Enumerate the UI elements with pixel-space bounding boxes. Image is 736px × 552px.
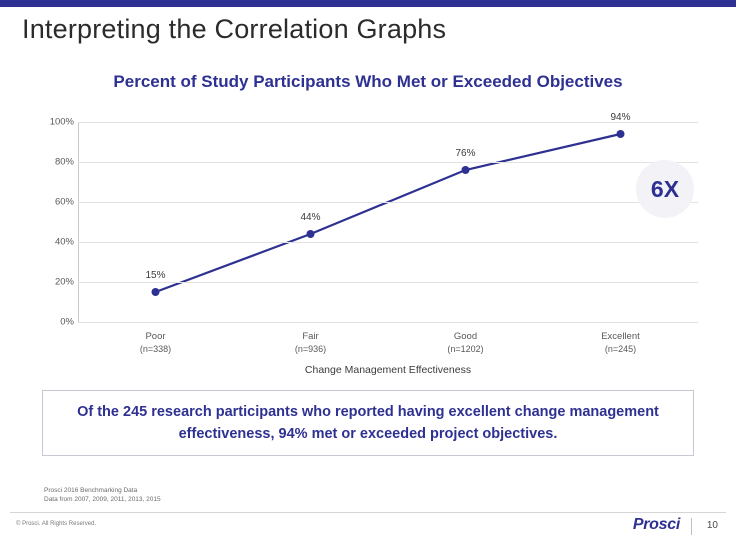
x-axis-title: Change Management Effectiveness [304,364,472,376]
source-note [44,486,161,504]
x-axis-tick-label [601,330,640,356]
page-number: 10 [706,520,718,531]
category-name: Fair [302,331,319,342]
top-accent-bar [0,0,736,7]
source-line-1: Prosci 2016 Benchmarking Data [44,487,138,494]
category-sample-size: (n=245) [604,344,637,354]
y-axis-ticks [18,116,74,328]
brand-logo: Prosci [632,516,680,533]
page-title: Interpreting the Correlation Graphs [22,14,447,44]
data-point-label: 15% [145,270,166,281]
x-axis-tick-label [295,330,326,356]
y-axis-tick-label: 80% [54,156,74,168]
category-sample-size: (n=338) [139,344,172,354]
x-axis-tick-label [140,330,171,356]
category-name: Excellent [601,331,640,342]
data-point-label: 94% [610,112,631,123]
multiplier-badge: 6X [636,160,694,218]
callout-box [42,390,694,456]
data-point-label: 44% [300,212,321,223]
copyright-text: © Prosci. All Rights Reserved. [16,521,97,527]
y-axis-tick-label: 0% [60,316,74,328]
x-axis-labels [78,330,698,364]
category-sample-size: (n=936) [294,344,327,354]
gridline [78,322,698,323]
plot-area [78,112,698,322]
callout-text: Of the 245 research participants who reported having excellent change management effectiveness, 94% met or exceeded project objectives. [77,404,659,442]
gridline [78,282,698,283]
gridline [78,242,698,243]
category-name: Good [453,331,478,342]
y-axis-tick-label: 20% [54,276,74,288]
chart-title: Percent of Study Participants Who Met or Exceeded Objectives [113,72,623,91]
line-series [78,122,698,322]
data-point-label: 76% [455,148,476,159]
x-axis-tick-label [447,330,483,356]
gridline [78,202,698,203]
category-name: Poor [145,331,166,342]
footer-divider [10,512,726,513]
footer-separator [691,518,692,535]
source-line-2: Data from 2007, 2009, 2011, 2013, 2015 [44,496,161,503]
gridline [78,122,698,123]
gridline [78,162,698,163]
y-axis-tick-label: 100% [49,116,74,128]
y-axis-tick-label: 40% [54,236,74,248]
chart [18,112,718,376]
y-axis-tick-label: 60% [54,196,74,208]
category-sample-size: (n=1202) [447,344,484,354]
